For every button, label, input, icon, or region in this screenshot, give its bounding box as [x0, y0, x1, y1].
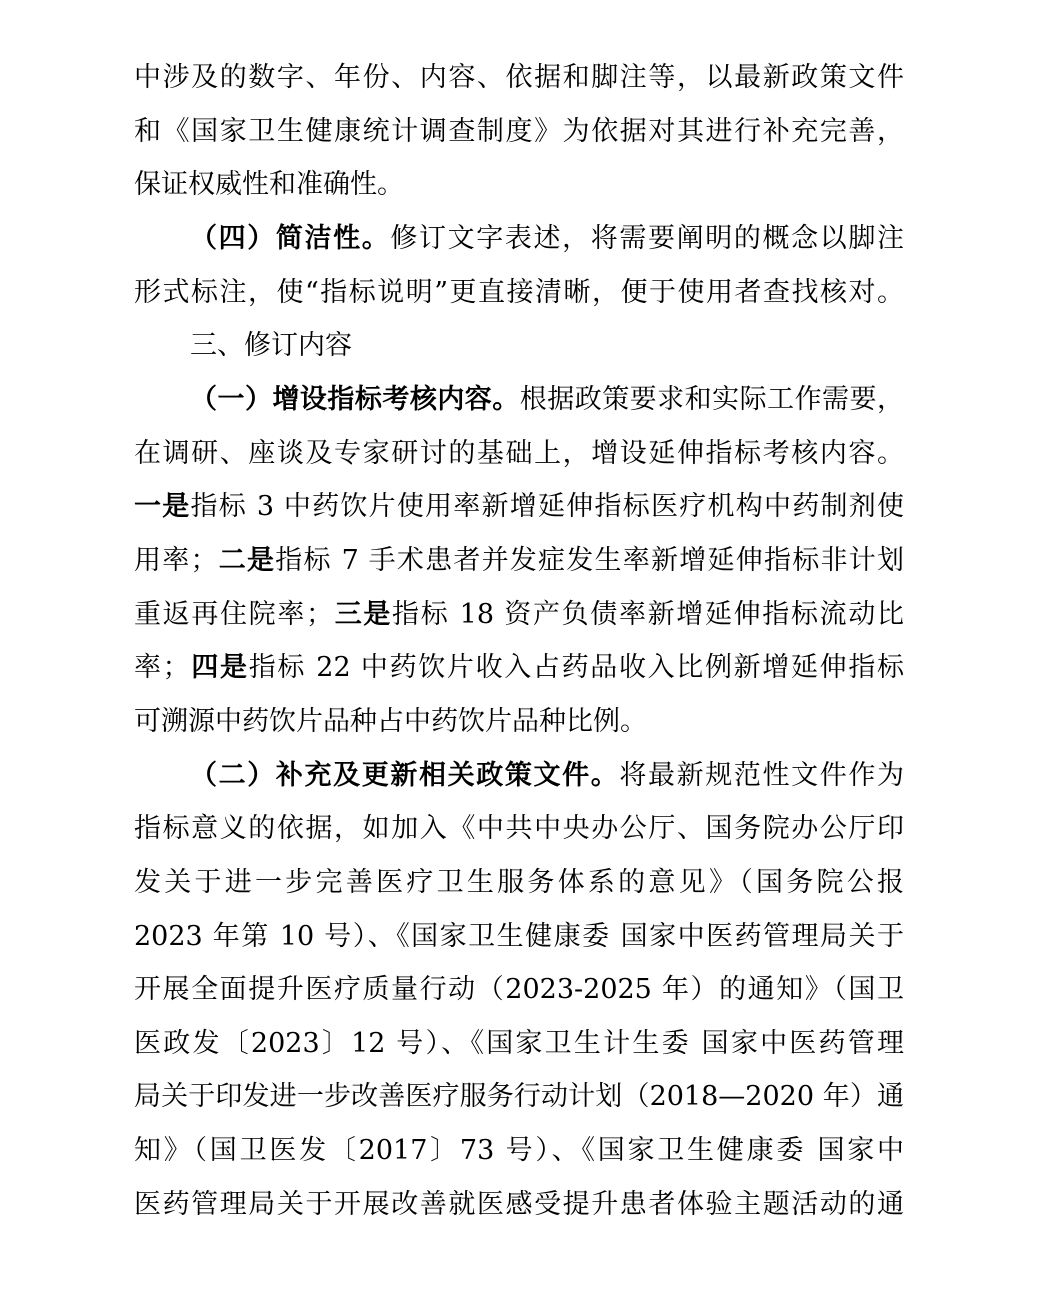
section-title-revision-content: 三、修订内容: [190, 330, 352, 361]
body-text: 开展全面提升医疗质量行动（2023-2025 年）的通知》（国卫: [134, 974, 904, 1005]
paragraph-line: [134, 487, 904, 527]
body-text: 根据政策要求和实际工作需要，: [519, 384, 905, 415]
body-text: 用率；: [134, 545, 218, 576]
body-text: 指标 18 资产负债率新增延伸指标流动比: [392, 599, 904, 630]
paragraph-line: [134, 1185, 904, 1225]
body-text: 将最新规范性文件作为: [619, 760, 904, 791]
body-text: 指标 7 手术患者并发症发生率新增延伸指标非计划: [275, 545, 905, 576]
body-text: 重返再住院率；: [134, 599, 334, 630]
paragraph-line: [134, 1077, 904, 1117]
paragraph-line: [134, 165, 904, 205]
paragraph-line: [134, 541, 904, 581]
section-heading-line: [190, 380, 904, 420]
body-text: 率；: [134, 652, 190, 683]
paragraph-line: [134, 809, 904, 849]
body-text: 指标 22 中药饮片收入占药品收入比例新增延伸指标: [248, 652, 904, 683]
paragraph-line: [134, 702, 904, 742]
body-text: 医政发〔2023〕12 号）、《国家卫生计生委 国家中医药管理: [134, 1028, 904, 1059]
enumeration-label: 四是: [189, 652, 249, 683]
body-text: 局关于印发进一步改善医疗服务行动计划（2018—2020 年）通: [134, 1081, 904, 1112]
body-text: 知》（国卫医发〔2017〕73 号）、《国家卫生健康委 国家中: [134, 1135, 904, 1166]
body-text: 指标 3 中药饮片使用率新增延伸指标医疗机构中药制剂使: [190, 491, 905, 522]
body-text: 中涉及的数字、年份、内容、依据和脚注等，以最新政策文件: [134, 62, 904, 93]
paragraph-line: [134, 112, 904, 152]
enumeration-label: 二是: [217, 545, 276, 576]
body-text: 在调研、座谈及专家研讨的基础上，增设延伸指标考核内容。: [134, 438, 904, 469]
section-heading-line: [190, 219, 904, 259]
paragraph-line: [134, 273, 904, 313]
paragraph-line: [134, 863, 904, 903]
body-text: 形式标注，使“指标说明”更直接清晰，便于使用者查找核对。: [134, 277, 904, 308]
paragraph-line: [134, 970, 904, 1010]
enumeration-label: 一是: [134, 491, 191, 522]
body-text: 保证权威性和准确性。: [134, 169, 404, 200]
body-text: 发关于进一步完善医疗卫生服务体系的意见》（国务院公报: [134, 867, 904, 898]
paragraph-line: [134, 648, 904, 688]
subsection-heading-add-indicators: （一）增设指标考核内容。: [190, 384, 520, 415]
section-heading: [190, 326, 904, 366]
subsection-heading-update-policies: （二）补充及更新相关政策文件。: [190, 760, 620, 791]
section-heading-line: [190, 756, 904, 796]
paragraph-line: [134, 1024, 904, 1064]
paragraph-line: [134, 1131, 904, 1171]
paragraph-line: [134, 595, 904, 635]
enumeration-label: 三是: [333, 599, 393, 630]
paragraph-line: [134, 58, 904, 98]
body-text: 可溯源中药饮片品种占中药饮片品种比例。: [134, 706, 647, 737]
body-text: 2023 年第 10 号）、《国家卫生健康委 国家中医药管理局关于: [134, 921, 904, 952]
subsection-heading-simplicity: （四）简洁性。: [190, 223, 391, 254]
body-text: 医药管理局关于开展改善就医感受提升患者体验主题活动的通: [134, 1189, 904, 1220]
body-text: 和《国家卫生健康统计调查制度》为依据对其进行补充完善，: [134, 116, 904, 147]
paragraph-line: [134, 434, 904, 474]
paragraph-line: [134, 917, 904, 957]
body-text: 指标意义的依据，如加入《中共中央办公厅、国务院办公厅印: [134, 813, 904, 844]
body-text: 修订文字表述，将需要阐明的概念以脚注: [390, 223, 904, 254]
